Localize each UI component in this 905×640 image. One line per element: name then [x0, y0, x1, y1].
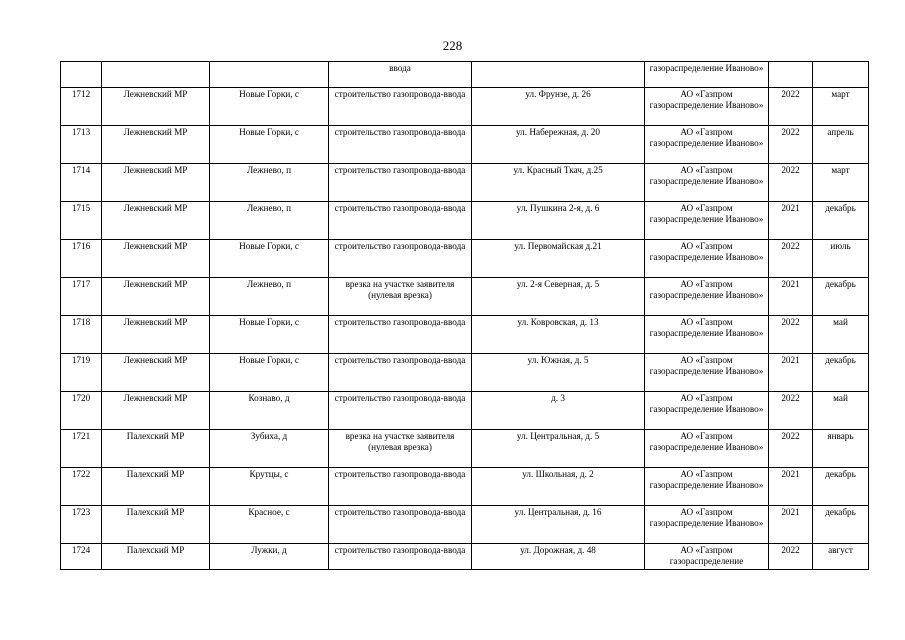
cell-address	[472, 62, 645, 88]
cell-number: 1717	[61, 278, 102, 316]
table-row	[61, 202, 869, 240]
table-row	[61, 278, 869, 316]
cell-work: строительство газопровода-ввода	[329, 88, 472, 126]
cell-month	[813, 62, 869, 88]
cell-organization: АО «Газпром газораспределение Иваново»	[645, 88, 769, 126]
table-row	[61, 430, 869, 468]
table-row	[61, 392, 869, 430]
cell-month: май	[813, 316, 869, 354]
cell-locality: Лужки, д	[210, 544, 329, 570]
cell-year: 2022	[769, 392, 813, 430]
gasification-table	[60, 61, 869, 570]
table-row-continuation	[61, 62, 869, 88]
cell-number	[61, 62, 102, 88]
cell-address: ул. Пушкина 2-я, д. 6	[472, 202, 645, 240]
cell-number: 1720	[61, 392, 102, 430]
cell-district: Палехский МР	[102, 506, 210, 544]
cell-month: март	[813, 164, 869, 202]
cell-year: 2022	[769, 164, 813, 202]
cell-address: ул. Школьная, д. 2	[472, 468, 645, 506]
cell-district: Палехский МР	[102, 430, 210, 468]
cell-month: май	[813, 392, 869, 430]
cell-locality: Новые Горки, с	[210, 240, 329, 278]
cell-address: ул. 2-я Северная, д. 5	[472, 278, 645, 316]
cell-work: строительство газопровода-ввода	[329, 506, 472, 544]
cell-year: 2021	[769, 354, 813, 392]
cell-number: 1712	[61, 88, 102, 126]
cell-year: 2022	[769, 126, 813, 164]
cell-organization: АО «Газпром газораспределение Иваново»	[645, 430, 769, 468]
cell-organization: АО «Газпром газораспределение Иваново»	[645, 468, 769, 506]
cell-work: строительство газопровода-ввода	[329, 468, 472, 506]
cell-district	[102, 62, 210, 88]
cell-district: Лежневский МР	[102, 240, 210, 278]
cell-number: 1721	[61, 430, 102, 468]
cell-year	[769, 62, 813, 88]
cell-organization: АО «Газпром газораспределение Иваново»	[645, 316, 769, 354]
cell-month: декабрь	[813, 278, 869, 316]
cell-locality: Красное, с	[210, 506, 329, 544]
cell-year: 2022	[769, 544, 813, 570]
table-row	[61, 164, 869, 202]
cell-organization: АО «Газпром газораспределение Иваново»	[645, 240, 769, 278]
cell-address: ул. Фрунзе, д. 26	[472, 88, 645, 126]
cell-number: 1716	[61, 240, 102, 278]
cell-work: строительство газопровода-ввода	[329, 164, 472, 202]
cell-locality: Зубиха, д	[210, 430, 329, 468]
cell-organization: АО «Газпром газораспределение Иваново»	[645, 278, 769, 316]
cell-work: строительство газопровода-ввода	[329, 392, 472, 430]
cell-locality: Лежнево, п	[210, 202, 329, 240]
table-row	[61, 506, 869, 544]
cell-month: январь	[813, 430, 869, 468]
cell-year: 2022	[769, 88, 813, 126]
cell-locality: Крутцы, с	[210, 468, 329, 506]
cell-organization: газораспределение Иваново»	[645, 62, 769, 88]
cell-address: ул. Ковровская, д. 13	[472, 316, 645, 354]
cell-district: Лежневский МР	[102, 88, 210, 126]
cell-number: 1713	[61, 126, 102, 164]
cell-month: декабрь	[813, 202, 869, 240]
cell-locality: Кознаво, д	[210, 392, 329, 430]
cell-address: ул. Центральная, д. 5	[472, 430, 645, 468]
table-row	[61, 126, 869, 164]
cell-work: строительство газопровода-ввода	[329, 202, 472, 240]
cell-organization: АО «Газпром газораспределение Иваново»	[645, 506, 769, 544]
cell-address: ул. Южная, д. 5	[472, 354, 645, 392]
cell-number: 1719	[61, 354, 102, 392]
cell-organization: АО «Газпром газораспределение Иваново»	[645, 354, 769, 392]
cell-district: Лежневский МР	[102, 354, 210, 392]
cell-district: Лежневский МР	[102, 278, 210, 316]
cell-district: Лежневский МР	[102, 202, 210, 240]
cell-address: ул. Дорожная, д. 48	[472, 544, 645, 570]
cell-district: Палехский МР	[102, 468, 210, 506]
cell-locality: Новые Горки, с	[210, 88, 329, 126]
cell-locality: Лежнево, п	[210, 164, 329, 202]
cell-address: ул. Набережная, д. 20	[472, 126, 645, 164]
cell-organization: АО «Газпром газораспределение	[645, 544, 769, 570]
cell-month: март	[813, 88, 869, 126]
cell-organization: АО «Газпром газораспределение Иваново»	[645, 202, 769, 240]
cell-address: ул. Красный Ткач, д.25	[472, 164, 645, 202]
cell-work: строительство газопровода-ввода	[329, 240, 472, 278]
page-number: 228	[442, 38, 463, 53]
cell-organization: АО «Газпром газораспределение Иваново»	[645, 164, 769, 202]
cell-year: 2022	[769, 316, 813, 354]
cell-year: 2022	[769, 240, 813, 278]
cell-month: декабрь	[813, 354, 869, 392]
cell-number: 1722	[61, 468, 102, 506]
cell-locality: Новые Горки, с	[210, 354, 329, 392]
cell-year: 2021	[769, 202, 813, 240]
cell-number: 1714	[61, 164, 102, 202]
table-row	[61, 468, 869, 506]
cell-month: декабрь	[813, 468, 869, 506]
cell-work: врезка на участке заявителя (нулевая врезка)	[329, 278, 472, 316]
table-row	[61, 316, 869, 354]
cell-month: июль	[813, 240, 869, 278]
cell-work: врезка на участке заявителя (нулевая врезка)	[329, 430, 472, 468]
cell-month: август	[813, 544, 869, 570]
cell-work: ввода	[329, 62, 472, 88]
cell-organization: АО «Газпром газораспределение Иваново»	[645, 392, 769, 430]
cell-year: 2021	[769, 506, 813, 544]
cell-number: 1723	[61, 506, 102, 544]
cell-work: строительство газопровода-ввода	[329, 354, 472, 392]
cell-organization: АО «Газпром газораспределение Иваново»	[645, 126, 769, 164]
cell-month: декабрь	[813, 506, 869, 544]
table-row	[61, 240, 869, 278]
cell-locality: Новые Горки, с	[210, 316, 329, 354]
table-row	[61, 354, 869, 392]
cell-work: строительство газопровода-ввода	[329, 544, 472, 570]
cell-number: 1715	[61, 202, 102, 240]
cell-district: Лежневский МР	[102, 164, 210, 202]
cell-locality	[210, 62, 329, 88]
cell-district: Лежневский МР	[102, 316, 210, 354]
cell-district: Лежневский МР	[102, 392, 210, 430]
cell-month: апрель	[813, 126, 869, 164]
cell-number: 1718	[61, 316, 102, 354]
cell-year: 2021	[769, 468, 813, 506]
cell-work: строительство газопровода-ввода	[329, 126, 472, 164]
cell-address: ул. Центральная, д. 16	[472, 506, 645, 544]
cell-year: 2021	[769, 278, 813, 316]
cell-number: 1724	[61, 544, 102, 570]
table-body	[61, 62, 869, 570]
cell-address: ул. Первомайская д.21	[472, 240, 645, 278]
table-row	[61, 544, 869, 570]
cell-locality: Лежнево, п	[210, 278, 329, 316]
table-row	[61, 88, 869, 126]
cell-address: д. 3	[472, 392, 645, 430]
cell-district: Лежневский МР	[102, 126, 210, 164]
cell-locality: Новые Горки, с	[210, 126, 329, 164]
cell-district: Палехский МР	[102, 544, 210, 570]
cell-work: строительство газопровода-ввода	[329, 316, 472, 354]
cell-year: 2022	[769, 430, 813, 468]
